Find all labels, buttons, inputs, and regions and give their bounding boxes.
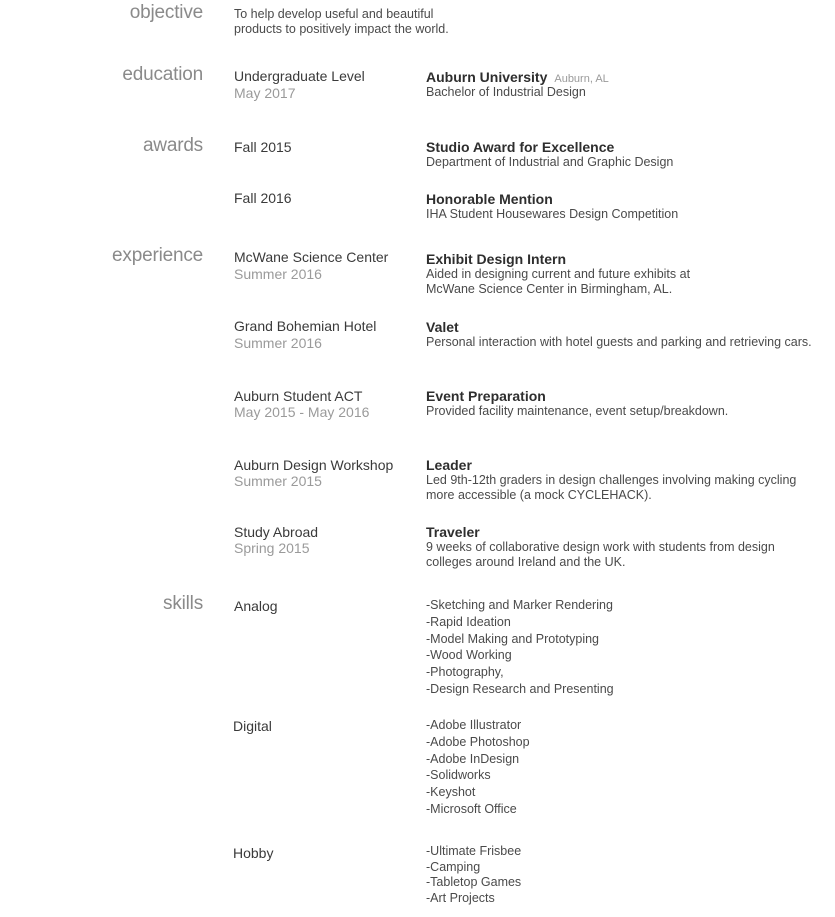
education-school xyxy=(426,69,609,85)
experience-date: Spring 2015 xyxy=(234,540,310,556)
experience-org: McWane Science Center xyxy=(234,249,389,265)
experience-title: Valet xyxy=(426,319,459,335)
section-heading-objective: objective xyxy=(129,2,203,23)
list-item: -Wood Working xyxy=(426,648,512,663)
list-item: -Adobe Photoshop xyxy=(426,734,530,749)
skill-list xyxy=(426,844,521,906)
education-location: Auburn, AL xyxy=(554,73,609,85)
section-heading-skills: skills xyxy=(163,593,203,614)
list-item: -Model Making and Prototyping xyxy=(426,631,600,646)
experience-org: Auburn Design Workshop xyxy=(234,457,394,473)
experience-title: Traveler xyxy=(426,524,480,540)
award-date: Fall 2016 xyxy=(234,190,292,206)
education-level: Undergraduate Level xyxy=(234,68,365,84)
award-date: Fall 2015 xyxy=(234,139,292,155)
list-item: -Camping xyxy=(426,859,481,874)
award-title: Studio Award for Excellence xyxy=(426,139,615,155)
skill-list xyxy=(426,597,614,698)
experience-date: Summer 2015 xyxy=(234,473,322,489)
experience-org: Grand Bohemian Hotel xyxy=(234,318,377,334)
list-item: -Art Projects xyxy=(426,890,495,905)
list-item: -Solidworks xyxy=(426,768,491,783)
objective-text-line-2: products to positively impact the world. xyxy=(234,22,449,36)
list-item: -Adobe Illustrator xyxy=(426,718,522,732)
experience-title: Event Preparation xyxy=(426,388,546,404)
education-degree: Bachelor of Industrial Design xyxy=(426,85,586,99)
experience-date: Summer 2016 xyxy=(234,266,322,282)
list-item: -Ultimate Frisbee xyxy=(426,844,522,858)
experience-org: Auburn Student ACT xyxy=(234,388,363,404)
skill-category: Analog xyxy=(234,598,278,614)
experience-desc-line-2: more accessible (a mock CYCLEHACK). xyxy=(426,488,652,502)
list-item: -Keyshot xyxy=(426,785,476,800)
experience-org: Study Abroad xyxy=(234,524,319,540)
section-heading-education: education xyxy=(122,64,203,85)
list-item: -Microsoft Office xyxy=(426,801,517,816)
experience-desc-line-1: Provided facility maintenance, event setup/breakdown. xyxy=(426,404,729,418)
experience-date: May 2015 - May 2016 xyxy=(234,404,370,420)
list-item: -Photography, xyxy=(426,665,504,680)
experience-desc-line-2: colleges around Ireland and the UK. xyxy=(426,555,626,569)
experience-desc-line-1: Led 9th-12th graders in design challenges involving making cycling xyxy=(426,473,797,487)
award-title: Honorable Mention xyxy=(426,191,553,207)
skill-category: Digital xyxy=(233,718,272,734)
experience-date: Summer 2016 xyxy=(234,335,322,351)
list-item: -Adobe InDesign xyxy=(426,751,520,766)
objective-text-line-1: To help develop useful and beautiful xyxy=(234,7,434,21)
award-description: Department of Industrial and Graphic Design xyxy=(426,155,674,169)
experience-title: Exhibit Design Intern xyxy=(426,251,567,267)
experience-desc-line-1: Aided in designing current and future exhibits at xyxy=(426,267,691,281)
award-description: IHA Student Housewares Design Competition xyxy=(426,207,679,221)
education-date: May 2017 xyxy=(234,85,296,101)
experience-title: Leader xyxy=(426,457,472,473)
skill-category: Hobby xyxy=(233,845,274,861)
education-school-name: Auburn University xyxy=(426,69,548,85)
section-heading-awards: awards xyxy=(142,135,203,156)
list-item: -Design Research and Presenting xyxy=(426,681,614,696)
list-item: -Rapid Ideation xyxy=(426,614,511,629)
skill-list xyxy=(426,717,530,818)
list-item: -Tabletop Games xyxy=(426,875,522,889)
experience-desc-line-1: 9 weeks of collaborative design work with students from design xyxy=(426,540,775,554)
section-heading-experience: experience xyxy=(112,245,203,266)
experience-desc-line-1: Personal interaction with hotel guests and parking and retrieving cars. xyxy=(426,335,812,349)
list-item: -Sketching and Marker Rendering xyxy=(426,598,613,612)
experience-desc-line-2: McWane Science Center in Birmingham, AL. xyxy=(426,282,673,296)
